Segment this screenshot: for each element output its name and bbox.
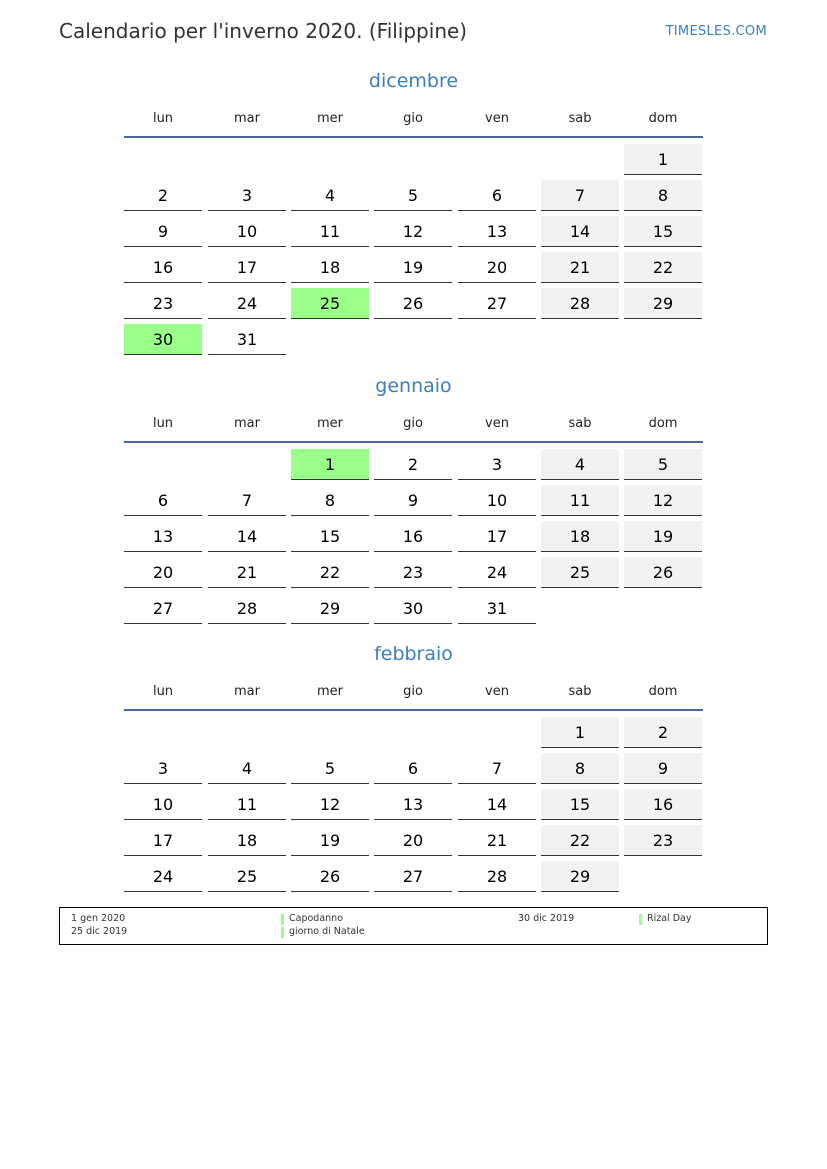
day-cell: 18 <box>291 252 369 283</box>
day-cell: 14 <box>541 216 619 247</box>
day-cell: 10 <box>458 485 536 516</box>
legend-color-swatch <box>281 914 284 925</box>
day-cell: 21 <box>208 557 286 588</box>
day-cell: 11 <box>291 216 369 247</box>
legend-date: 25 dic 2019 <box>71 926 128 937</box>
day-cell: 18 <box>208 825 286 856</box>
day-cell: 12 <box>624 485 702 516</box>
day-cell: 10 <box>124 789 202 820</box>
day-cell: 8 <box>624 180 702 211</box>
day-cell: 8 <box>541 753 619 784</box>
day-cell: 1 <box>541 717 619 748</box>
day-cell: 11 <box>208 789 286 820</box>
legend-color-swatch <box>281 927 284 938</box>
day-cell: 20 <box>458 252 536 283</box>
day-cell: 28 <box>541 288 619 319</box>
day-cell: 22 <box>291 557 369 588</box>
day-cell: 29 <box>291 593 369 624</box>
weekday-header: dom <box>648 416 678 431</box>
day-cell: 20 <box>124 557 202 588</box>
day-cell: 11 <box>541 485 619 516</box>
day-cell: 12 <box>374 216 452 247</box>
holiday-day-cell: 1 <box>291 449 369 480</box>
day-cell: 29 <box>624 288 702 319</box>
legend-holiday-name: Capodanno <box>289 913 344 924</box>
day-cell: 27 <box>374 861 452 892</box>
legend-color-swatch <box>639 914 642 925</box>
day-cell: 14 <box>208 521 286 552</box>
day-cell: 15 <box>541 789 619 820</box>
day-cell: 31 <box>458 593 536 624</box>
day-cell: 17 <box>124 825 202 856</box>
day-cell: 13 <box>374 789 452 820</box>
weekday-header: ven <box>485 111 509 126</box>
day-cell: 9 <box>374 485 452 516</box>
day-cell: 4 <box>291 180 369 211</box>
legend-date: 1 gen 2020 <box>71 913 126 924</box>
day-cell: 21 <box>541 252 619 283</box>
holiday-day-cell: 30 <box>124 324 202 355</box>
day-cell: 23 <box>374 557 452 588</box>
day-cell: 16 <box>374 521 452 552</box>
weekday-header: sab <box>568 416 592 431</box>
day-cell: 7 <box>541 180 619 211</box>
weekday-header: mar <box>234 111 260 126</box>
header-rule <box>124 441 703 443</box>
day-cell: 10 <box>208 216 286 247</box>
weekday-header: dom <box>648 111 678 126</box>
day-cell: 4 <box>541 449 619 480</box>
day-cell: 19 <box>291 825 369 856</box>
weekday-header: sab <box>568 684 592 699</box>
weekday-header: lun <box>152 684 174 699</box>
day-cell: 12 <box>291 789 369 820</box>
weekday-header: dom <box>648 684 678 699</box>
day-cell: 6 <box>458 180 536 211</box>
weekday-header: lun <box>152 111 174 126</box>
day-cell: 4 <box>208 753 286 784</box>
day-cell: 28 <box>208 593 286 624</box>
day-cell: 7 <box>208 485 286 516</box>
day-cell: 16 <box>624 789 702 820</box>
holiday-legend <box>59 907 768 945</box>
day-cell: 24 <box>208 288 286 319</box>
day-cell: 19 <box>624 521 702 552</box>
day-cell: 3 <box>124 753 202 784</box>
month-title: gennaio <box>375 375 452 397</box>
day-cell: 9 <box>124 216 202 247</box>
day-cell: 25 <box>541 557 619 588</box>
weekday-header: mar <box>234 684 260 699</box>
day-cell: 17 <box>458 521 536 552</box>
weekday-header: mer <box>316 111 343 126</box>
day-cell: 2 <box>624 717 702 748</box>
day-cell: 2 <box>124 180 202 211</box>
day-cell: 26 <box>374 288 452 319</box>
day-cell: 17 <box>208 252 286 283</box>
holiday-day-cell: 25 <box>291 288 369 319</box>
legend-date: 30 dic 2019 <box>518 913 575 924</box>
weekday-header: mer <box>316 416 343 431</box>
day-cell: 3 <box>208 180 286 211</box>
day-cell: 5 <box>624 449 702 480</box>
day-cell: 24 <box>458 557 536 588</box>
day-cell: 19 <box>374 252 452 283</box>
day-cell: 24 <box>124 861 202 892</box>
month-title: dicembre <box>368 70 459 92</box>
weekday-header: ven <box>485 416 509 431</box>
weekday-header: gio <box>403 111 423 126</box>
day-cell: 25 <box>208 861 286 892</box>
day-cell: 20 <box>374 825 452 856</box>
day-cell: 2 <box>374 449 452 480</box>
day-cell: 15 <box>624 216 702 247</box>
header-rule <box>124 136 703 138</box>
day-cell: 14 <box>458 789 536 820</box>
day-cell: 23 <box>624 825 702 856</box>
day-cell: 5 <box>374 180 452 211</box>
day-cell: 1 <box>624 144 702 175</box>
day-cell: 27 <box>124 593 202 624</box>
day-cell: 22 <box>624 252 702 283</box>
legend-holiday-name: Rizal Day <box>647 913 692 924</box>
weekday-header: mar <box>234 416 260 431</box>
day-cell: 13 <box>458 216 536 247</box>
header-rule <box>124 709 703 711</box>
day-cell: 13 <box>124 521 202 552</box>
day-cell: 5 <box>291 753 369 784</box>
day-cell: 8 <box>291 485 369 516</box>
page-title: Calendario per l'inverno 2020. (Filippine) <box>59 19 468 43</box>
day-cell: 6 <box>374 753 452 784</box>
weekday-header: mer <box>316 684 343 699</box>
day-cell: 28 <box>458 861 536 892</box>
day-cell: 15 <box>291 521 369 552</box>
weekday-header: lun <box>152 416 174 431</box>
day-cell: 18 <box>541 521 619 552</box>
month-title: febbraio <box>374 643 453 665</box>
weekday-header: gio <box>403 416 423 431</box>
day-cell: 27 <box>458 288 536 319</box>
day-cell: 30 <box>374 593 452 624</box>
legend-holiday-name: giorno di Natale <box>289 926 365 937</box>
weekday-header: gio <box>403 684 423 699</box>
day-cell: 26 <box>624 557 702 588</box>
brand-link[interactable]: TIMESLES.COM <box>665 24 767 39</box>
day-cell: 7 <box>458 753 536 784</box>
weekday-header: ven <box>485 684 509 699</box>
day-cell: 9 <box>624 753 702 784</box>
day-cell: 31 <box>208 324 286 355</box>
day-cell: 6 <box>124 485 202 516</box>
weekday-header: sab <box>568 111 592 126</box>
day-cell: 16 <box>124 252 202 283</box>
day-cell: 23 <box>124 288 202 319</box>
day-cell: 3 <box>458 449 536 480</box>
day-cell: 29 <box>541 861 619 892</box>
day-cell: 21 <box>458 825 536 856</box>
day-cell: 22 <box>541 825 619 856</box>
day-cell: 26 <box>291 861 369 892</box>
